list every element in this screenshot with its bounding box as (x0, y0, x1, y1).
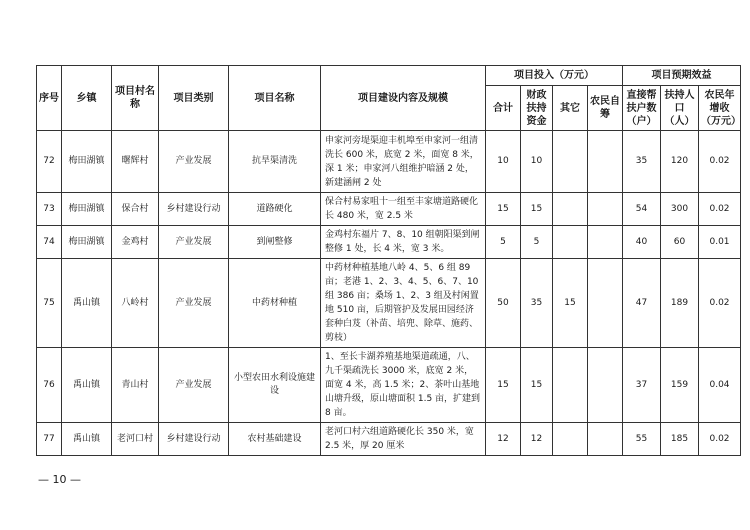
table-row (37, 348, 741, 423)
cell-name: 中药材种植 (229, 259, 321, 348)
cell-content: 金鸡村东福片 7、8、10 组朝阳渠到闸整修 1 处，长 4 米，宽 3 米。 (321, 226, 486, 259)
cell-households: 37 (623, 348, 661, 423)
cell-name: 小型农田水利设施建设 (229, 348, 321, 423)
header-benefit: 项目预期效益 (623, 66, 741, 86)
header-inv-total: 合计 (486, 86, 521, 131)
cell-fiscal: 10 (521, 131, 553, 193)
header-name: 项目名称 (229, 66, 321, 131)
table-row (37, 423, 741, 456)
header-town: 乡镇 (62, 66, 112, 131)
cell-farmer (588, 348, 623, 423)
cell-households: 35 (623, 131, 661, 193)
cell-people: 185 (661, 423, 699, 456)
cell-town: 梅田湖镇 (62, 193, 112, 226)
cell-farmer (588, 259, 623, 348)
cell-total: 5 (486, 226, 521, 259)
cell-people: 159 (661, 348, 699, 423)
cell-name: 抗旱渠清洗 (229, 131, 321, 193)
cell-seq: 73 (37, 193, 62, 226)
cell-content: 老河口村六组道路硬化长 350 米，宽 2.5 米，厚 20 厘米 (321, 423, 486, 456)
header-seq: 序号 (37, 66, 62, 131)
cell-total: 15 (486, 193, 521, 226)
cell-town: 禹山镇 (62, 423, 112, 456)
header-ben-direct: 直接帮扶户数（户） (623, 86, 661, 131)
cell-fiscal: 15 (521, 348, 553, 423)
table-row (37, 226, 741, 259)
cell-category: 产业发展 (159, 259, 229, 348)
cell-village: 老河口村 (112, 423, 159, 456)
table-body (37, 131, 741, 456)
cell-farmer (588, 193, 623, 226)
cell-income: 0.02 (699, 131, 741, 193)
cell-town: 梅田湖镇 (62, 131, 112, 193)
cell-farmer (588, 131, 623, 193)
cell-name: 农村基础建设 (229, 423, 321, 456)
cell-total: 12 (486, 423, 521, 456)
cell-fiscal: 35 (521, 259, 553, 348)
cell-fiscal: 5 (521, 226, 553, 259)
project-table (36, 65, 741, 456)
cell-name: 到闸整修 (229, 226, 321, 259)
cell-town: 禹山镇 (62, 259, 112, 348)
cell-town: 梅田湖镇 (62, 226, 112, 259)
header-village: 项目村名称 (112, 66, 159, 131)
table-row (37, 193, 741, 226)
cell-category: 产业发展 (159, 226, 229, 259)
cell-content: 1、至长卡湖养殖基地渠道疏通，八、九千渠疏洗长 3000 米，底宽 2 米，面宽 4 米，高 1.5 米；2、茶叶山基地山塘升级，原山塘面积 1.5 亩，扩建到 8 亩。 (321, 348, 486, 423)
cell-people: 300 (661, 193, 699, 226)
cell-category: 产业发展 (159, 131, 229, 193)
header-inv-other: 其它 (553, 86, 588, 131)
cell-category: 产业发展 (159, 348, 229, 423)
cell-seq: 72 (37, 131, 62, 193)
cell-people: 120 (661, 131, 699, 193)
cell-households: 47 (623, 259, 661, 348)
header-investment: 项目投入（万元） (486, 66, 623, 86)
cell-content: 申家河旁堤渠迎丰机埠至申家河一组清洗长 600 米，底宽 2 米，面宽 8 米，深 1 米；申家河八组维护暗涵 2 处，新建涵闸 2 处 (321, 131, 486, 193)
cell-content: 中药材种植基地八岭 4、5、6 组 89 亩；老港 1、2、3、4、5、6、7、10 组 386 亩；桑场 1、2、3 组及村闲置地 510 亩，后期管护及发展田园经济套种白芨（补苗、培兜、除草、施药、剪枝） (321, 259, 486, 348)
cell-people: 60 (661, 226, 699, 259)
page-number: — 10 — (38, 473, 81, 486)
cell-households: 55 (623, 423, 661, 456)
cell-income: 0.02 (699, 423, 741, 456)
cell-farmer (588, 226, 623, 259)
cell-seq: 77 (37, 423, 62, 456)
cell-total: 15 (486, 348, 521, 423)
cell-seq: 76 (37, 348, 62, 423)
cell-households: 40 (623, 226, 661, 259)
cell-category: 乡村建设行动 (159, 193, 229, 226)
cell-fiscal: 12 (521, 423, 553, 456)
cell-fiscal: 15 (521, 193, 553, 226)
header-content: 项目建设内容及规模 (321, 66, 486, 131)
table-row (37, 131, 741, 193)
cell-other: 15 (553, 259, 588, 348)
cell-other (553, 193, 588, 226)
cell-village: 保合村 (112, 193, 159, 226)
cell-other (553, 423, 588, 456)
header-inv-fiscal: 财政扶持资金 (521, 86, 553, 131)
cell-village: 八岭村 (112, 259, 159, 348)
cell-other (553, 131, 588, 193)
cell-income: 0.04 (699, 348, 741, 423)
header-inv-farmer: 农民自筹 (588, 86, 623, 131)
cell-seq: 75 (37, 259, 62, 348)
cell-income: 0.01 (699, 226, 741, 259)
cell-people: 189 (661, 259, 699, 348)
cell-town: 禹山镇 (62, 348, 112, 423)
cell-other (553, 226, 588, 259)
cell-income: 0.02 (699, 193, 741, 226)
header-ben-income: 农民年增收（万元） (699, 86, 741, 131)
cell-total: 50 (486, 259, 521, 348)
cell-farmer (588, 423, 623, 456)
cell-name: 道路硬化 (229, 193, 321, 226)
cell-village: 金鸡村 (112, 226, 159, 259)
cell-households: 54 (623, 193, 661, 226)
cell-content: 保合村易家咀十一组至丰家塘道路硬化长 480 米，宽 2.5 米 (321, 193, 486, 226)
cell-total: 10 (486, 131, 521, 193)
cell-seq: 74 (37, 226, 62, 259)
cell-category: 乡村建设行动 (159, 423, 229, 456)
cell-income: 0.02 (699, 259, 741, 348)
cell-other (553, 348, 588, 423)
table-row (37, 259, 741, 348)
header-ben-people: 扶持人口（人） (661, 86, 699, 131)
cell-village: 青山村 (112, 348, 159, 423)
cell-village: 曙辉村 (112, 131, 159, 193)
header-category: 项目类别 (159, 66, 229, 131)
